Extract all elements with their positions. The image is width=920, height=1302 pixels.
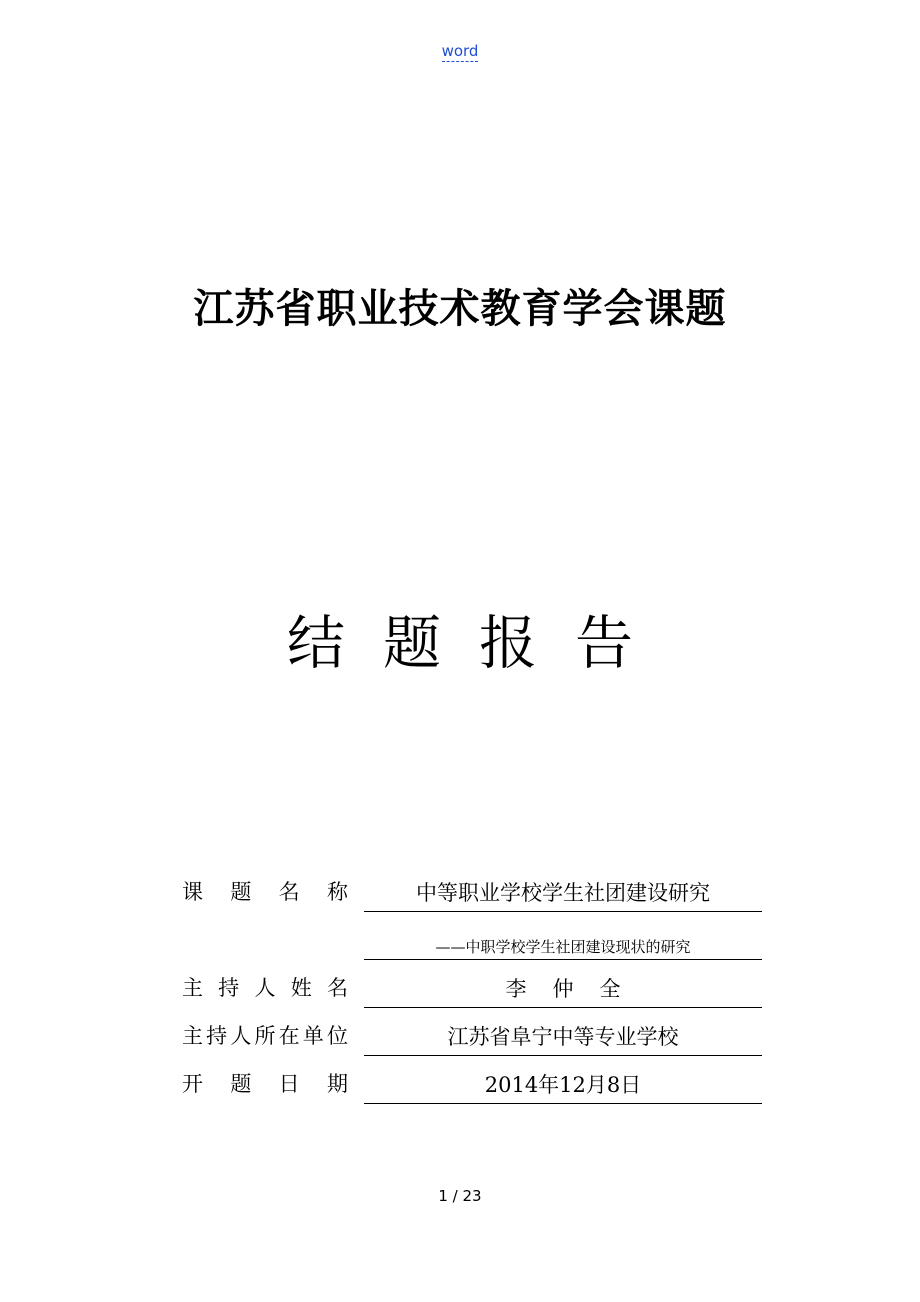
host-row [182, 968, 762, 1008]
label-char: 名 [327, 976, 348, 1000]
date-label [182, 1068, 348, 1098]
label-char: 题 [230, 880, 252, 904]
topic-value: 中等职业学校学生社团建设研究 [364, 877, 762, 912]
date-value: 2014年12月8日 [364, 1069, 762, 1104]
label-char: 人 [254, 976, 276, 1000]
label-char: 单 [302, 1024, 324, 1048]
unit-row [182, 1016, 762, 1056]
unit-value: 江苏省阜宁中等专业学校 [364, 1021, 762, 1056]
label-char: 主 [182, 976, 203, 1000]
report-title: 结题报告 [286, 609, 671, 677]
subtitle-row [182, 920, 762, 960]
unit-label [182, 1020, 348, 1050]
header-word-link[interactable]: word [441, 42, 479, 60]
label-char: 持 [218, 976, 240, 1000]
label-char: 所 [254, 1024, 276, 1048]
label-char: 称 [326, 880, 348, 904]
org-title: 江苏省职业技术教育学会课题 [193, 285, 727, 332]
topic-label [182, 876, 348, 906]
date-row [182, 1064, 762, 1104]
page-number: 1 / 23 [438, 1187, 482, 1205]
label-char: 题 [230, 1072, 252, 1096]
topic-row [182, 872, 762, 912]
label-char: 姓 [290, 976, 312, 1000]
subtitle-value: ——中职学校学生社团建设现状的研究 [364, 936, 762, 960]
label-char: 日 [278, 1072, 300, 1096]
label-char: 在 [278, 1024, 300, 1048]
label-char: 名 [278, 880, 300, 904]
label-char: 开 [182, 1072, 203, 1096]
host-value: 李仲全 [364, 973, 762, 1008]
label-char: 主 [182, 1024, 203, 1048]
header-word-link-container [0, 42, 920, 60]
label-char: 期 [326, 1072, 348, 1096]
label-char: 人 [230, 1024, 252, 1048]
label-char: 位 [326, 1024, 348, 1048]
host-label [182, 972, 348, 1002]
label-char: 持 [206, 1024, 228, 1048]
label-char: 课 [182, 880, 203, 904]
